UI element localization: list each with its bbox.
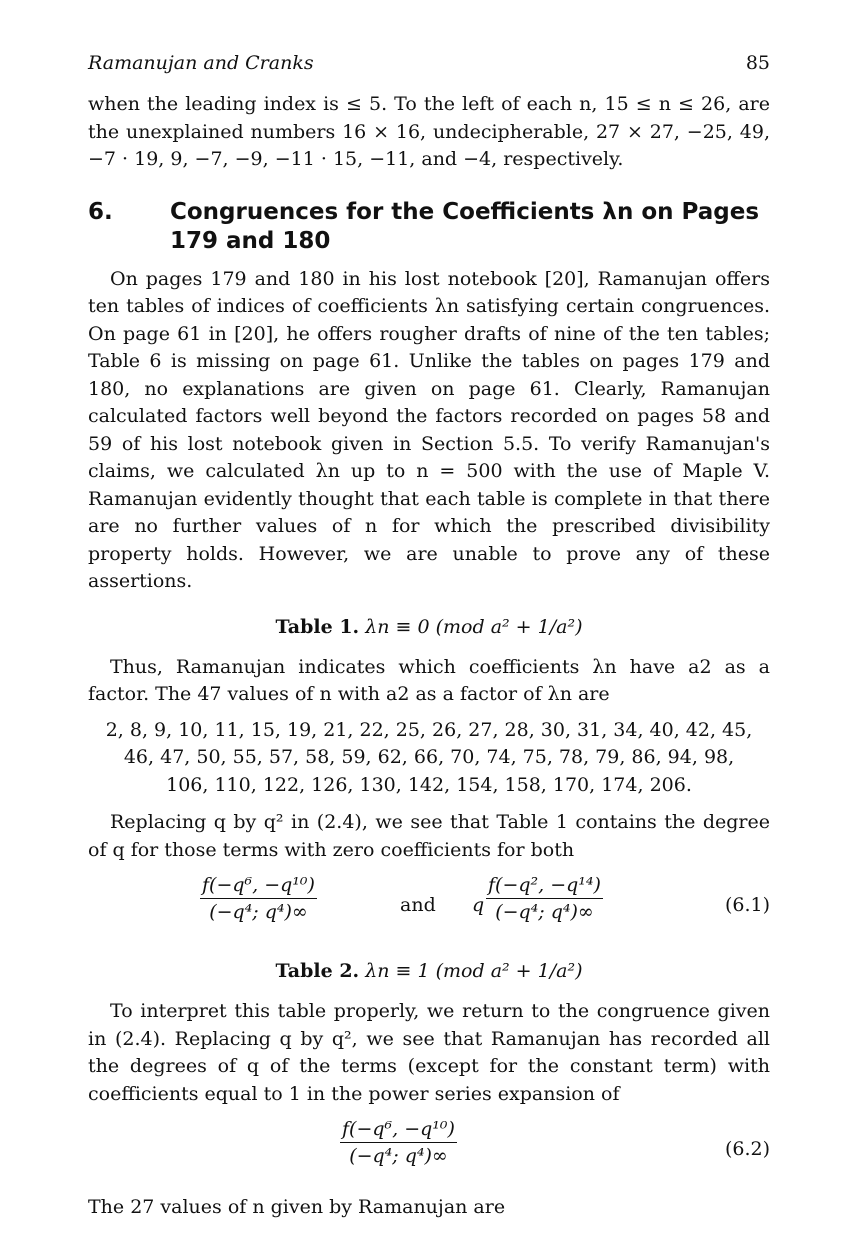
table-1-label: Table 1. bbox=[275, 615, 360, 638]
values-line: 46, 47, 50, 55, 57, 58, 59, 62, 66, 70, 74, 75, 78, 79, 86, 94, 98, bbox=[123, 746, 735, 768]
section-number: 6. bbox=[88, 198, 113, 225]
fraction-left bbox=[200, 874, 317, 923]
paragraph-5: The 27 values of n given by Ramanujan are bbox=[88, 1196, 506, 1218]
page-number: 85 bbox=[745, 52, 770, 74]
intro-paragraph: when the leading index is ≤ 5. To the left of each n, 15 ≤ n ≤ 26, are the unexplained numbers 16 × 16, undecipherable, 27 × 27, −25, 49, −7 · 19, 9, −7, −9, −11 · 15, −11, and −4, respectively. bbox=[88, 93, 770, 170]
fraction-right bbox=[486, 874, 603, 923]
section-title: Congruences for the Coefficients λn on Pages 179 and 180 bbox=[170, 198, 760, 254]
table-1-caption bbox=[88, 610, 770, 644]
values-list bbox=[88, 717, 770, 800]
denominator: (−q⁴; q⁴)∞ bbox=[495, 901, 594, 923]
table-2-label: Table 2. bbox=[275, 960, 360, 982]
numerator: f(−q⁶, −q¹⁰) bbox=[340, 1118, 457, 1143]
table-1-congruence: λn ≡ 0 (mod a² + 1/a²) bbox=[365, 615, 583, 638]
paragraph-4: To interpret this table properly, we return to the congruence given in (2.4). Replacing q by q², we see that Ramanujan has recorded all the degrees of q of the terms (except for the constant term) with coefficients equal to 1 in the power series expansion of bbox=[88, 1000, 770, 1105]
page bbox=[88, 52, 770, 1222]
equation-connector: and bbox=[400, 894, 436, 916]
section-heading bbox=[88, 198, 770, 256]
paragraph-3: Replacing q by q² in (2.4), we see that Table 1 contains the degree of q for those terms with zero coefficients for both bbox=[88, 811, 770, 861]
denominator: (−q⁴; q⁴)∞ bbox=[209, 901, 308, 923]
numerator: f(−q⁶, −q¹⁰) bbox=[200, 874, 317, 899]
equation-6-1 bbox=[88, 874, 770, 940]
values-line: 2, 8, 9, 10, 11, 15, 19, 21, 22, 25, 26, 27, 28, 30, 31, 34, 40, 42, 45, bbox=[105, 718, 753, 741]
q-prefix: q bbox=[472, 894, 485, 916]
values-line: 106, 110, 122, 126, 130, 142, 154, 158, 170, 174, 206. bbox=[166, 773, 692, 796]
table-2-congruence: λn ≡ 1 (mod a² + 1/a²) bbox=[365, 960, 583, 982]
paragraph-1: On pages 179 and 180 in his lost notebook [20], Ramanujan offers ten tables of indices of coefficients λn satisfying certain congruences. On page 61 in [20], he offers rougher drafts of nine of the ten tables; Table 6 is missing on page 61. Unlike the tables on pages 179 and 180, no explanations are given on page 61. Clearly, Ramanujan calculated factors well beyond the factors recorded on pages 58 and 59 of his lost notebook given in Section 5.5. To verify Ramanujan's claims, we calculated λn up to n = 500 with the use of Maple V. Ramanujan evidently thought that each table is complete in that there are no further values of n for which the prescribed divisibility property holds. However, we are unable to prove any of these assertions. bbox=[88, 267, 770, 592]
page-header bbox=[88, 52, 770, 80]
equation-6-2 bbox=[88, 1118, 770, 1184]
paragraph-2: Thus, Ramanujan indicates which coefficients λn have a2 as a factor. The 47 values of n with a2 as a factor of λn are bbox=[88, 655, 770, 705]
denominator: (−q⁴; q⁴)∞ bbox=[349, 1145, 448, 1167]
equation-number: (6.2) bbox=[724, 1138, 770, 1160]
table-2-caption bbox=[88, 954, 770, 988]
numerator: f(−q², −q¹⁴) bbox=[486, 874, 603, 899]
running-head: Ramanujan and Cranks bbox=[88, 52, 314, 74]
equation-number: (6.1) bbox=[724, 894, 770, 916]
fraction bbox=[340, 1118, 457, 1167]
